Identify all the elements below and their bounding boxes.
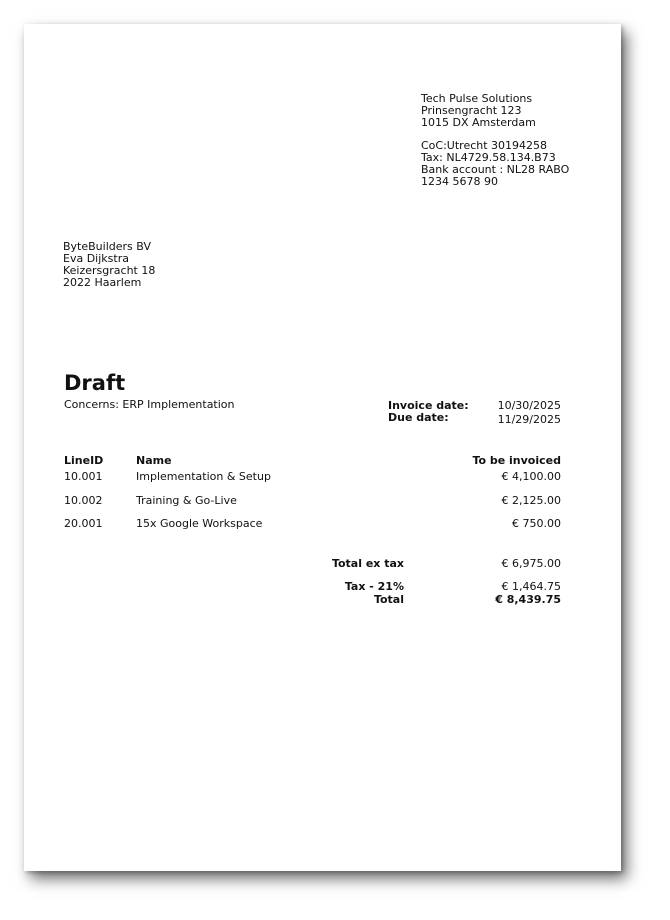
sender-tax: Tax: NL4729.58.134.B73 (421, 151, 556, 164)
tax-value: € 1,464.75 (501, 580, 561, 593)
header-name: Name (136, 454, 172, 467)
table-header-row (64, 454, 561, 468)
header-line-id: LineID (64, 454, 104, 467)
table-row (64, 470, 561, 484)
sender-company: Tech Pulse Solutions (421, 92, 533, 105)
invoice-date-value: 10/30/2025 (497, 399, 561, 412)
concerns-text: Concerns: ERP Implementation (64, 398, 235, 411)
sender-street: Prinsengracht 123 (421, 104, 522, 117)
recipient-city: 2022 Haarlem (63, 276, 142, 289)
invoice-date-label: Invoice date: (388, 399, 469, 412)
table-row (64, 494, 561, 508)
line-items-table (64, 454, 561, 554)
recipient-street: Keizersgracht 18 (63, 264, 156, 277)
row-line-id: 10.001 (64, 470, 103, 483)
header-amount: To be invoiced (472, 454, 561, 467)
tax-label: Tax - 21% (344, 580, 404, 593)
sender-city: 1015 DX Amsterdam (421, 116, 536, 129)
row-amount: € 750.00 (512, 517, 561, 530)
sender-address (421, 93, 536, 129)
sender-bank-line1: Bank account : NL28 RABO (421, 163, 570, 176)
recipient-address (63, 241, 155, 289)
sender-bank-line2: 1234 5678 90 (421, 175, 498, 188)
row-line-id: 20.001 (64, 517, 103, 530)
row-amount: € 2,125.00 (501, 494, 561, 507)
grand-total-label: Total (373, 593, 404, 606)
recipient-company: ByteBuilders BV (63, 240, 151, 253)
table-row (64, 517, 561, 531)
grand-total-value: € 8,439.75 (495, 593, 561, 606)
document-title: Draft (64, 371, 126, 395)
row-line-id: 10.002 (64, 494, 103, 507)
row-name: Training & Go-Live (136, 494, 237, 507)
row-name: 15x Google Workspace (136, 517, 263, 530)
sender-registration (421, 140, 569, 188)
row-amount: € 4,100.00 (501, 470, 561, 483)
due-date-value: 11/29/2025 (497, 413, 561, 426)
total-ex-tax-value: € 6,975.00 (501, 557, 561, 570)
invoice-page (24, 24, 621, 871)
recipient-contact: Eva Dijkstra (63, 252, 129, 265)
row-name: Implementation & Setup (136, 470, 271, 483)
due-date-label: Due date: (388, 411, 449, 424)
total-ex-tax-label: Total ex tax (331, 557, 404, 570)
sender-coc: CoC:Utrecht 30194258 (421, 139, 548, 152)
